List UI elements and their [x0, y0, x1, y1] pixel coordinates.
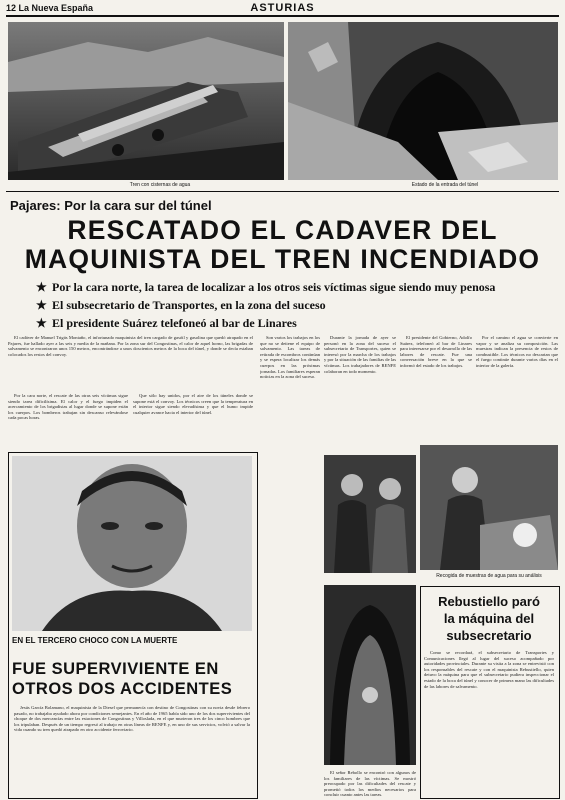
train-photo: [8, 22, 284, 180]
subhead-1: [36, 280, 556, 294]
column-b-text: Que sólo hay unidos, por el aire de los túneles donde se supone está el convoy. Los técnicos creen que la temperatura en el interior sigue siendo elevadísima y que el humo impide cualquier avance hacia el interior del túnel.: [133, 393, 253, 415]
water-photo-caption: Recogida de muestras de agua para su análisis: [436, 573, 542, 579]
portrait-image: [12, 456, 252, 631]
rebustiello-body: [424, 650, 554, 793]
headline-line-2: MAQUINISTA DEL TREN INCENDIADO: [24, 244, 541, 274]
survivor-body: [14, 705, 250, 793]
intro-text: El cadáver de Manuel Trigás Montaño, el infortunado maquinista del tren cargado de gasóil y gasolina que quedó atrapado en el Pajares, fue hallado ayer a las seis y media de la mañana. Por la zona sur del Congostinas, el calor de aquel horno, las brigadas de salvamento se encontraron unos 150 metros, encontrándose a unos doscientos metros de la boca del túnel, y donde se decía estaban colocados los restos del convoy.: [8, 335, 253, 357]
subhead-2-text: El subsecretario de Transportes, en la zona del suceso: [52, 298, 326, 312]
subhead-3-text: El presidente Suárez telefoneó al bar de Linares: [52, 316, 297, 330]
page-header: [6, 3, 559, 15]
survivor-headline-1: FUE SUPERVIVIENTE EN: [12, 660, 219, 678]
train-photo-image: [8, 22, 284, 180]
column-c: [260, 335, 320, 795]
rebustiello-body-text: Como se recordará, el subsecretario de Transportes y Comunicaciones llegó al lugar del suceso acompañado por autoridades provinciales. Durante su visita a la zona se entrevistó con los responsables del rescate y con el maquinista Rebustiello, quien detuvo la máquina para que el subsecretario pudiera inspeccionar el estado de la boca del túnel y conocer de primera mano las dificultades de las labores de salvamento.: [424, 650, 554, 689]
water-photo-image: [420, 445, 558, 570]
section-title: ASTURIAS: [250, 2, 315, 14]
subhead-1-text: Por la cara norte, la tarea de localizar a los otros seis víctimas sigue siendo muy penosa: [52, 280, 496, 294]
subhead-2: [36, 298, 556, 312]
column-g-text: El señor Rebollo se encontró con algunos de los familiares de las víctimas. Se mostró preocupado por las dificultades del rescate y prometió todos los medios necesarios para concluir cuanto antes las tareas.: [324, 770, 416, 797]
train-photo-caption: Tren con cisternas de agua: [129, 182, 191, 188]
page-number-masthead: 12 La Nueva España: [6, 3, 94, 13]
tunnel-photo-caption: Estado de la entrada del túnel: [411, 182, 479, 188]
rebustiello-headline-3: subsecretario: [446, 628, 532, 643]
maquinista-portrait: [12, 456, 252, 631]
column-g: [324, 770, 416, 797]
column-a: [8, 393, 128, 449]
survivor-headline-2: OTROS DOS ACCIDENTES: [12, 680, 233, 698]
tunnel-photo-image: [288, 22, 558, 180]
survivor-kicker: EN EL TERCERO CHOCO CON LA MUERTE: [12, 636, 178, 645]
headline-line-1: RESCATADO EL CADAVER DEL: [67, 215, 498, 245]
workers-photo: [324, 455, 416, 573]
survivor-body-text: Jesús García Bolamano, el maquinista de la Diesel que permanecía con destino de Congostinas con su novia desde febrero pasado, no trabajaba ayudado ahora por condiciones semejantes. En el año de 1965 había sido uno de los dos supervivientes del choque de dos mercancías entre las estaciones de Congostinas y Villoslada, en el que murieron tres de los cinco hombres que los tripulaban. Después de un tiempo regresó al trabajo en otras líneas de RENFE y, en uno de sus servicios, volvió a salvar la vida cuando su tren quedó atrapado en otro accidente ferroviario.: [14, 705, 250, 733]
column-b: [133, 393, 253, 449]
workers-photo-image: [324, 455, 416, 573]
rebustiello-headline-2: la máquina del: [443, 611, 535, 626]
rebustiello-headline-1: Rebustiello paró: [438, 594, 540, 609]
column-f-text: Por el camino el agua se convierte en vapor y se analiza su composición. Las muestras indican la presencia de restos de combustible. Los técnicos no descartan que el fuego continúe durante varios días en el interior de la galería.: [476, 335, 558, 368]
subhead-3: [36, 316, 556, 330]
column-f: [476, 335, 558, 440]
water-sample-photo: [420, 445, 558, 570]
tunnel-photo: [288, 22, 558, 180]
column-d-text: Durante la jornada de ayer se personó en la zona del suceso el subsecretario de Transportes, quien se interesó por la marcha de los trabajos y por la situación de las familias de las víctimas. Los trabajadores de RENFE colaboran en todo momento.: [324, 335, 396, 374]
column-e: [400, 335, 472, 440]
rescuers-photo-image: [324, 585, 416, 765]
star-icon: ★: [36, 316, 47, 330]
star-icon: ★: [36, 298, 47, 312]
header-rule: [6, 15, 559, 17]
tunnel-rescuers-photo: [324, 585, 416, 765]
star-icon: ★: [36, 280, 47, 294]
photo-rule: [6, 191, 559, 192]
column-d: [324, 335, 396, 450]
intro-paragraph: [8, 335, 253, 393]
column-c-text: Son varios los trabajos en los que no se detiene el equipo de salvamento. Las tareas de retirada de escombros continúan y se espera localizar los demás cuerpos en las próximas jornadas. Los familiares esperan noticias en la zona del suceso.: [260, 335, 320, 380]
lead-kicker: Pajares: Por la cara sur del túnel: [10, 198, 212, 213]
column-e-text: El presidente del Gobierno, Adolfo Suárez, telefoneó al bar de Linares para interesarse por el desarrollo de las labores de rescate. Fue una conversación breve en la que se informó del estado de los trabajos.: [400, 335, 472, 368]
column-a-text: Por la cara norte, el rescate de las otras seis víctimas sigue siendo tarea dificilísima. El calor y el fuego impiden el acercamiento de los brigadistas al lugar donde se supone están los cuerpos. Los bomberos trabajan sin descanso relevándose cada pocas horas.: [8, 393, 128, 421]
